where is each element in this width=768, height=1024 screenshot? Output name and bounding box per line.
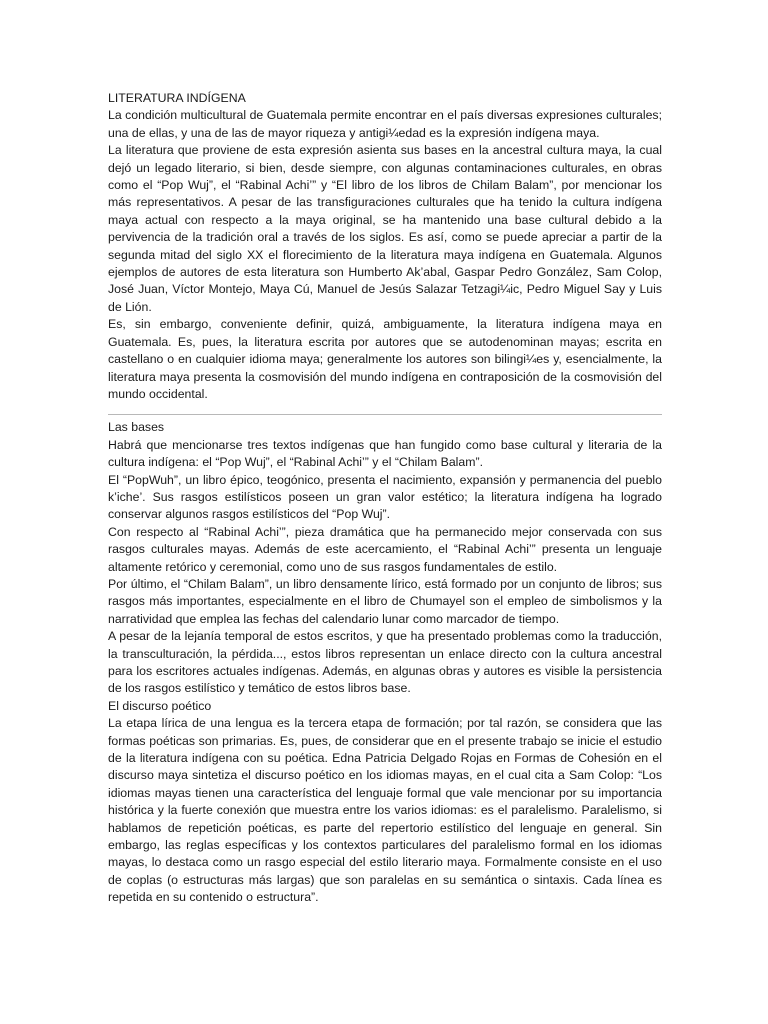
paragraph: Por último, el “Chilam Balam”, un libro densamente lírico, está formado por un conjunto de libros; sus rasgos más importantes, especialmente en el libro de Chumayel son el empleo de simbolismos y la narratividad que emplea las fechas del calendario lunar como marcador de tiempo. [108,576,662,626]
paragraph: Es, sin embargo, conveniente definir, quizá, ambiguamente, la literatura indígena maya en Guatemala. Es, pues, la literatura escrita por autores que se autodenominan mayas; escrita en castellano o en cualquier idioma maya; generalmente los autores son bilingi¼es y, esencialmente, la literatura maya presenta la cosmovisión del mundo indígena en contraposición de la cosmovisión del mundo occidental. [108,317,662,401]
section-heading: Las bases [108,420,165,435]
paragraph: A pesar de la lejanía temporal de estos escritos, y que ha presentado problemas como la traducción, la transculturación, la pérdida..., estos libros representan un enlace directo con la cultura ancestral para los escritores actuales indígenas. Además, en algunas obras y autores es visible la persistencia de los rasgos estilístico y temático de estos libros base. [108,629,662,696]
paragraph: Habrá que mencionarse tres textos indígenas que han fungido como base cultural y literaria de la cultura indígena: el “Pop Wuj”, el “Rabinal Achi’” y el “Chilam Balam”. [108,437,662,470]
paragraph: La etapa lírica de una lengua es la tercera etapa de formación; por tal razón, se considera que las formas poéticas son primarias. Es, pues, de considerar que en el presente trabajo se inicie el estudio de la literatura indígena con su poética. Edna Patricia Delgado Rojas en Formas de Cohesión en el discurso maya sintetiza el discurso poético en los idiomas mayas, en el cual cita a Sam Colop: “Los idiomas mayas tienen una característica del lenguaje formal que vale mencionar por su importancia histórica y la fuerte conexión que muestra entre los varios idiomas: es el paralelismo. Paralelismo, si hablamos de repetición poéticas, es parte del repertorio estilístico del lenguaje en general. Sin embargo, las reglas específicas y los contextos particulares del paralelismo formal en los idiomas mayas, lo destaca como un rasgo especial del estilo literario maya. Formalmente consiste en el uso de coplas (o estructuras más largas) que son paralelas en su semántica o sintaxis. Cada línea es repetida en su contenido o estructura”. [108,716,662,905]
section-discurso-poetico [108,698,662,907]
section-divider [108,414,662,415]
section-las-bases [108,419,662,698]
paragraph: El “PopWuh”, un libro épico, teogónico, presenta el nacimiento, expansión y permanencia del pueblo k’iche’. Sus rasgos estilísticos poseen un gran valor estético; la literatura indígena ha logrado conservar algunos rasgos estilísticos del “Pop Wuj”. [108,472,662,522]
paragraph: La condición multicultural de Guatemala permite encontrar en el país diversas expresiones culturales; una de ellas, y una de las de mayor riqueza y antigi¼edad es la expresión indígena maya. [108,108,662,140]
paragraph: Con respecto al “Rabinal Achi’”, pieza dramática que ha permanecido mejor conservada con sus rasgos culturales mayas. Además de este acercamiento, el “Rabinal Achi’” presenta un lenguaje altamente retórico y ceremonial, como uno de sus rasgos fundamentales de estilo. [108,524,662,574]
paragraph: La literatura que proviene de esta expresión asienta sus bases en la ancestral cultura maya, la cual dejó un legado literario, si bien, desde siempre, con algunas contaminaciones culturales, en obras como el “Pop Wuj”, el “Rabinal Achi’” y “El libro de los libros de Chilam Balam”, por mencionar los más representativos. A pesar de las transfiguraciones culturales que ha tenido la cultura indígena maya actual con respecto a la maya original, se ha mantenido una base cultural debido a la pervivencia de la tradición oral a través de los siglos. Es así, como se puede apreciar a partir de la segunda mitad del siglo XX el florecimiento de la literatura maya indígena en Guatemala. Algunos ejemplos de autores de esta literatura son Humberto Ak’abal, Gaspar Pedro González, Sam Colop, José Juan, Víctor Montejo, Maya Cú, Manuel de Jesús Salazar Tetzagi¼ic, Pedro Miguel Say y Luis de Lión. [108,143,662,314]
section-heading: El discurso poético [108,698,212,713]
section-heading: LITERATURA INDÍGENA [108,91,246,105]
section-literatura-indigena [108,90,662,403]
document-page [108,90,662,907]
